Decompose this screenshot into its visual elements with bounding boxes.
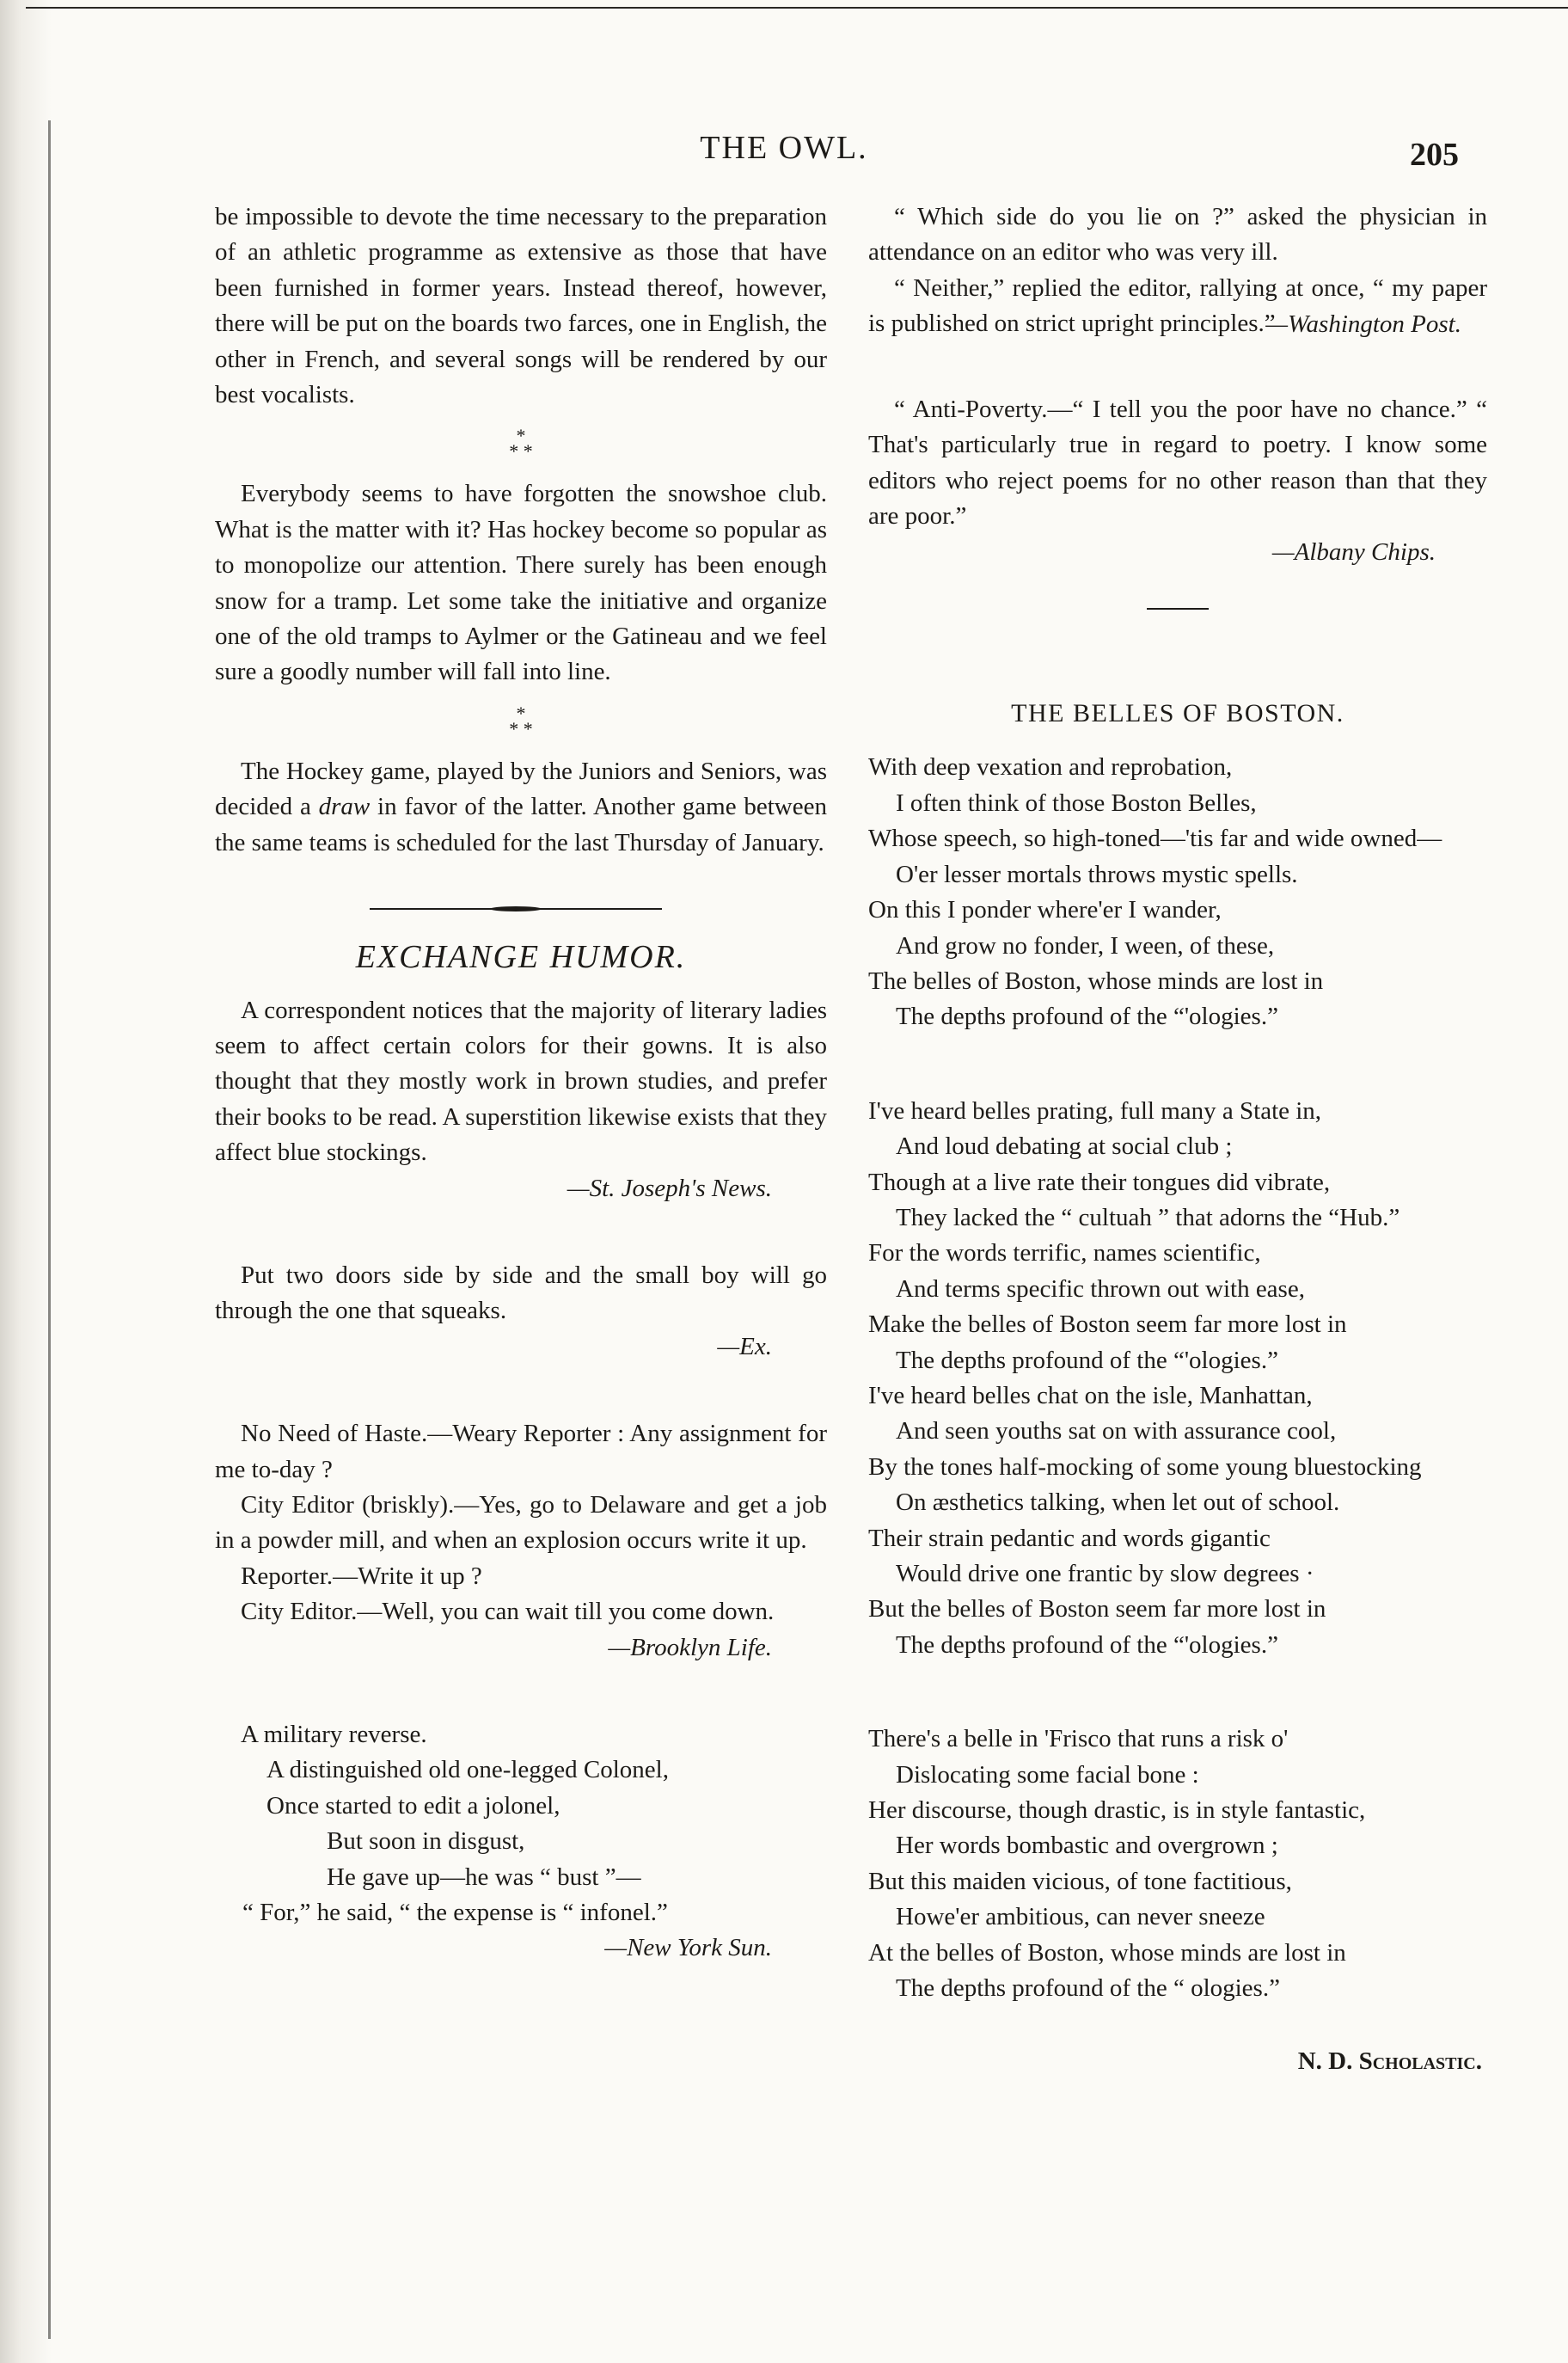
- verse-line: On æsthetics talking, when let out of school.: [896, 1488, 1340, 1517]
- verse-line: And seen youths sat on with assurance cool,: [896, 1417, 1337, 1445]
- verse-line: There's a belle in 'Frisco that runs a risk o': [868, 1725, 1289, 1753]
- left-column: [215, 199, 827, 1967]
- exchange-item-anti-poverty: “ Anti-Poverty.—“ I tell you the poor have no chance.” “ That's particularly true in regard to poetry. I know some editors who reject poems for no other reason than that they are poor.”: [868, 396, 1487, 531]
- verse-line: Her words bombastic and overgrown ;: [896, 1832, 1278, 1860]
- verse-line: A military reverse.: [241, 1721, 427, 1748]
- section-title-exchange-humor: EXCHANGE HUMOR.: [355, 939, 687, 976]
- hockey-draw: draw: [318, 793, 371, 821]
- running-head: THE OWL.: [700, 130, 868, 166]
- asterism-bottom: * *: [509, 440, 533, 463]
- verse-line: With deep vexation and reprobation,: [868, 753, 1233, 782]
- poem-stanza-3: [868, 1722, 1487, 2006]
- asterism-bottom: * *: [509, 717, 533, 740]
- verse-line: But this maiden vicious, of tone factitious,: [868, 1867, 1292, 1895]
- verse-line: A distinguished old one-legged Colonel,: [266, 1756, 669, 1784]
- exchange-source: —Washington Post.: [1265, 310, 1461, 338]
- asterism: [215, 702, 827, 740]
- verse-line: The depths profound of the “'ologies.”: [896, 1346, 1278, 1374]
- verse-line: He gave up—he was “ bust ”—: [327, 1863, 641, 1891]
- exchange-source: —St. Joseph's News.: [567, 1174, 772, 1202]
- verse-line: Though at a live rate their tongues did vibrate,: [868, 1168, 1331, 1196]
- exchange-source: —New York Sun.: [604, 1934, 772, 1962]
- verse-line: [868, 821, 1487, 856]
- poem-stanza-2: [868, 1094, 1487, 1664]
- exchange-source: —Albany Chips.: [1271, 537, 1436, 566]
- poem-stanza-1: [868, 750, 1487, 1034]
- verse-line: The depths profound of the “ ologies.”: [896, 1974, 1280, 2003]
- verse-line: [868, 1200, 1487, 1236]
- right-column: [868, 199, 1487, 2080]
- short-rule: [1147, 608, 1209, 610]
- verse-line: And loud debating at social club ;: [896, 1132, 1233, 1161]
- verse-line: On this I ponder where'er I wander,: [868, 896, 1222, 924]
- exchange-item-no-need-of-haste: No Need of Haste.—Weary Reporter : Any assignment for me to-day ?: [215, 1420, 827, 1483]
- verse-line: Their strain pedantic and words gigantic: [868, 1524, 1271, 1552]
- page-number: 205: [1410, 137, 1459, 173]
- exchange-item-dialogue-line: Reporter.—Write it up ?: [241, 1562, 482, 1590]
- exchange-item-two-doors: Put two doors side by side and the small boy will go through the one that squeaks.: [215, 1261, 827, 1325]
- verse-line-text: They lacked the “ cultuah ” that adorns the “Hub.”: [896, 1203, 1400, 1231]
- verse-line: I've heard belles prating, full many a State in,: [868, 1096, 1322, 1125]
- paragraph-entertainment: be impossible to devote the time necessary to the preparation of an athletic programme as extensive as those that have been furnished in former years. Instead thereof, however, there will be put on the boards two farces, one in English, the other in French, and several songs will be rendered by our best vocalists.: [215, 203, 827, 409]
- verse-line: The belles of Boston, whose minds are lost in: [868, 967, 1324, 995]
- verse-line-text: Whose speech, so high-toned—'tis far and wide owned—: [868, 825, 1442, 853]
- exchange-source: —Brooklyn Life.: [608, 1633, 772, 1661]
- verse-line: Dislocating some facial bone :: [896, 1760, 1199, 1789]
- exchange-item-dialogue-line: City Editor (briskly).—Yes, go to Delaware and get a job in a powder mill, and when an explosion occurs write it up.: [215, 1490, 827, 1555]
- verse-line: Make the belles of Boston seem far more lost in: [868, 1310, 1347, 1339]
- verse-line: At the belles of Boston, whose minds are lost in: [868, 1938, 1346, 1967]
- asterism-top: *: [516, 425, 526, 447]
- binding-line: [48, 120, 51, 2339]
- verse-line: And grow no fonder, I ween, of these,: [896, 931, 1275, 960]
- verse-line: “ For,” he said, “ the expense is “ infonel.”: [242, 1899, 668, 1927]
- exchange-item-military-reverse: [215, 1717, 827, 1930]
- verse-line: For the words terrific, names scientific,: [868, 1239, 1261, 1267]
- poem-source: N. D. Scholastic.: [1297, 2047, 1482, 2076]
- top-rule: [26, 7, 1568, 9]
- verse-line-text: By the tones half-mocking of some young bluestocking: [868, 1452, 1422, 1481]
- hockey-text-b: in favor of the latter. Another game between the same teams is scheduled for the last Thursday of January.: [215, 793, 827, 856]
- exchange-item-literary-ladies: A correspondent notices that the majority of literary ladies seem to affect certain colors for their gowns. It is also thought that they mostly work in brown studies, and prefer their books to be read. A superstition likewise exists that they affect blue stockings.: [215, 996, 827, 1167]
- paragraph-snowshoe-club: Everybody seems to have forgotten the snowshoe club. What is the matter with it? Has hockey become so popular as to monopolize our attention. There surely has been enough snow for a tramp. Let some take the initiative and organize one of the old tramps to Aylmer or the Gatineau and we feel sure a goodly number will fall into line.: [215, 480, 827, 686]
- asterism-top: *: [516, 702, 526, 724]
- verse-line: Once started to edit a jolonel,: [266, 1791, 560, 1820]
- verse-line: [868, 1450, 1487, 1485]
- verse-line: Howe'er ambitious, can never sneeze: [896, 1903, 1265, 1931]
- exchange-item-dialogue-line: City Editor.—Well, you can wait till you come down.: [241, 1598, 775, 1626]
- verse-line: I've heard belles chat on the isle, Manhattan,: [868, 1381, 1313, 1409]
- verse-line: O'er lesser mortals throws mystic spells.: [896, 860, 1298, 888]
- hockey-text-a: The Hockey game, played by the Juniors and Seniors, was decided a: [215, 757, 827, 821]
- verse-line: The depths profound of the “'ologies.”: [896, 1630, 1278, 1659]
- verse-line: I often think of those Boston Belles,: [896, 789, 1257, 817]
- verse-line: Her discourse, though drastic, is in style fantastic,: [868, 1796, 1366, 1825]
- ornamental-rule: [215, 900, 827, 918]
- verse-line: But soon in disgust,: [327, 1827, 525, 1856]
- poem-title: THE BELLES OF BOSTON.: [1011, 699, 1344, 728]
- verse-line: And terms specific thrown out with ease,: [896, 1274, 1305, 1303]
- exchange-item-reply: “ Neither,” replied the editor, rallying at once, “ my paper is published on strict upright principles.”: [868, 273, 1487, 338]
- verse-line: Would drive one frantic by slow degrees ·: [896, 1560, 1314, 1587]
- exchange-source: —Ex.: [717, 1332, 772, 1360]
- verse-line: The depths profound of the “'ologies.”: [896, 1003, 1278, 1031]
- paragraph-hockey-game: [215, 754, 827, 861]
- asterism: [215, 425, 827, 463]
- page-edge-shadow: [0, 0, 52, 2363]
- verse-line: But the belles of Boston seem far more lost in: [868, 1595, 1326, 1623]
- exchange-item-which-side: “ Which side do you lie on ?” asked the physician in attendance on an editor who was very ill.: [868, 203, 1487, 267]
